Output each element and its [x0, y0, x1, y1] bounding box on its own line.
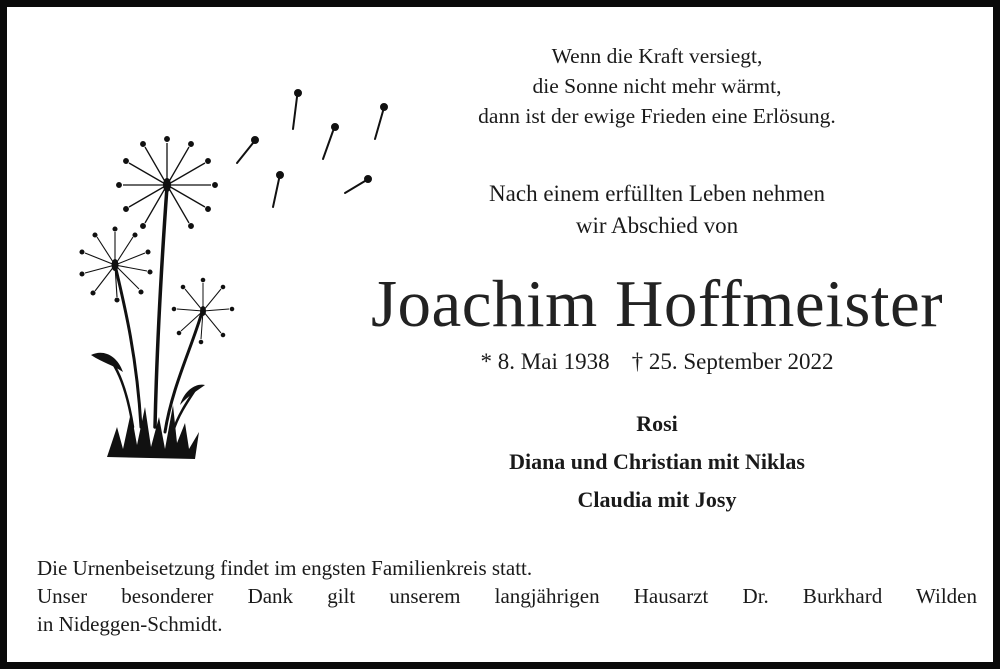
poem-line: die Sonne nicht mehr wärmt, [532, 74, 782, 98]
death-date: † 25. September 2022 [631, 349, 834, 374]
family-member: Rosi [636, 411, 678, 436]
poem-line: dann ist der ewige Frieden eine Erlösung. [478, 104, 836, 128]
deceased-name: Joachim Hoffmeister [370, 267, 944, 341]
birth-date: * 8. Mai 1938 [480, 349, 610, 374]
mourning-family [337, 405, 977, 519]
life-dates [337, 346, 977, 378]
family-member: Claudia mit Josy [577, 487, 737, 512]
intro-line: wir Abschied von [575, 213, 739, 238]
intro-line: Nach einem erfüllten Leben nehmen [489, 181, 825, 206]
notes-line: Die Urnenbeisetzung findet im engsten Familienkreis statt. [37, 556, 533, 580]
farewell-intro [337, 178, 977, 242]
notes-line: Unser besonderer Dank gilt unserem langjährigen Hausarzt Dr. Burkhard Wilden [37, 584, 977, 608]
family-member: Diana und Christian mit Niklas [509, 449, 805, 474]
funeral-notes [37, 554, 977, 638]
notes-line: in Nideggen-Schmidt. [37, 612, 223, 636]
poem [337, 41, 977, 131]
poem-line: Wenn die Kraft versiegt, [551, 44, 763, 68]
